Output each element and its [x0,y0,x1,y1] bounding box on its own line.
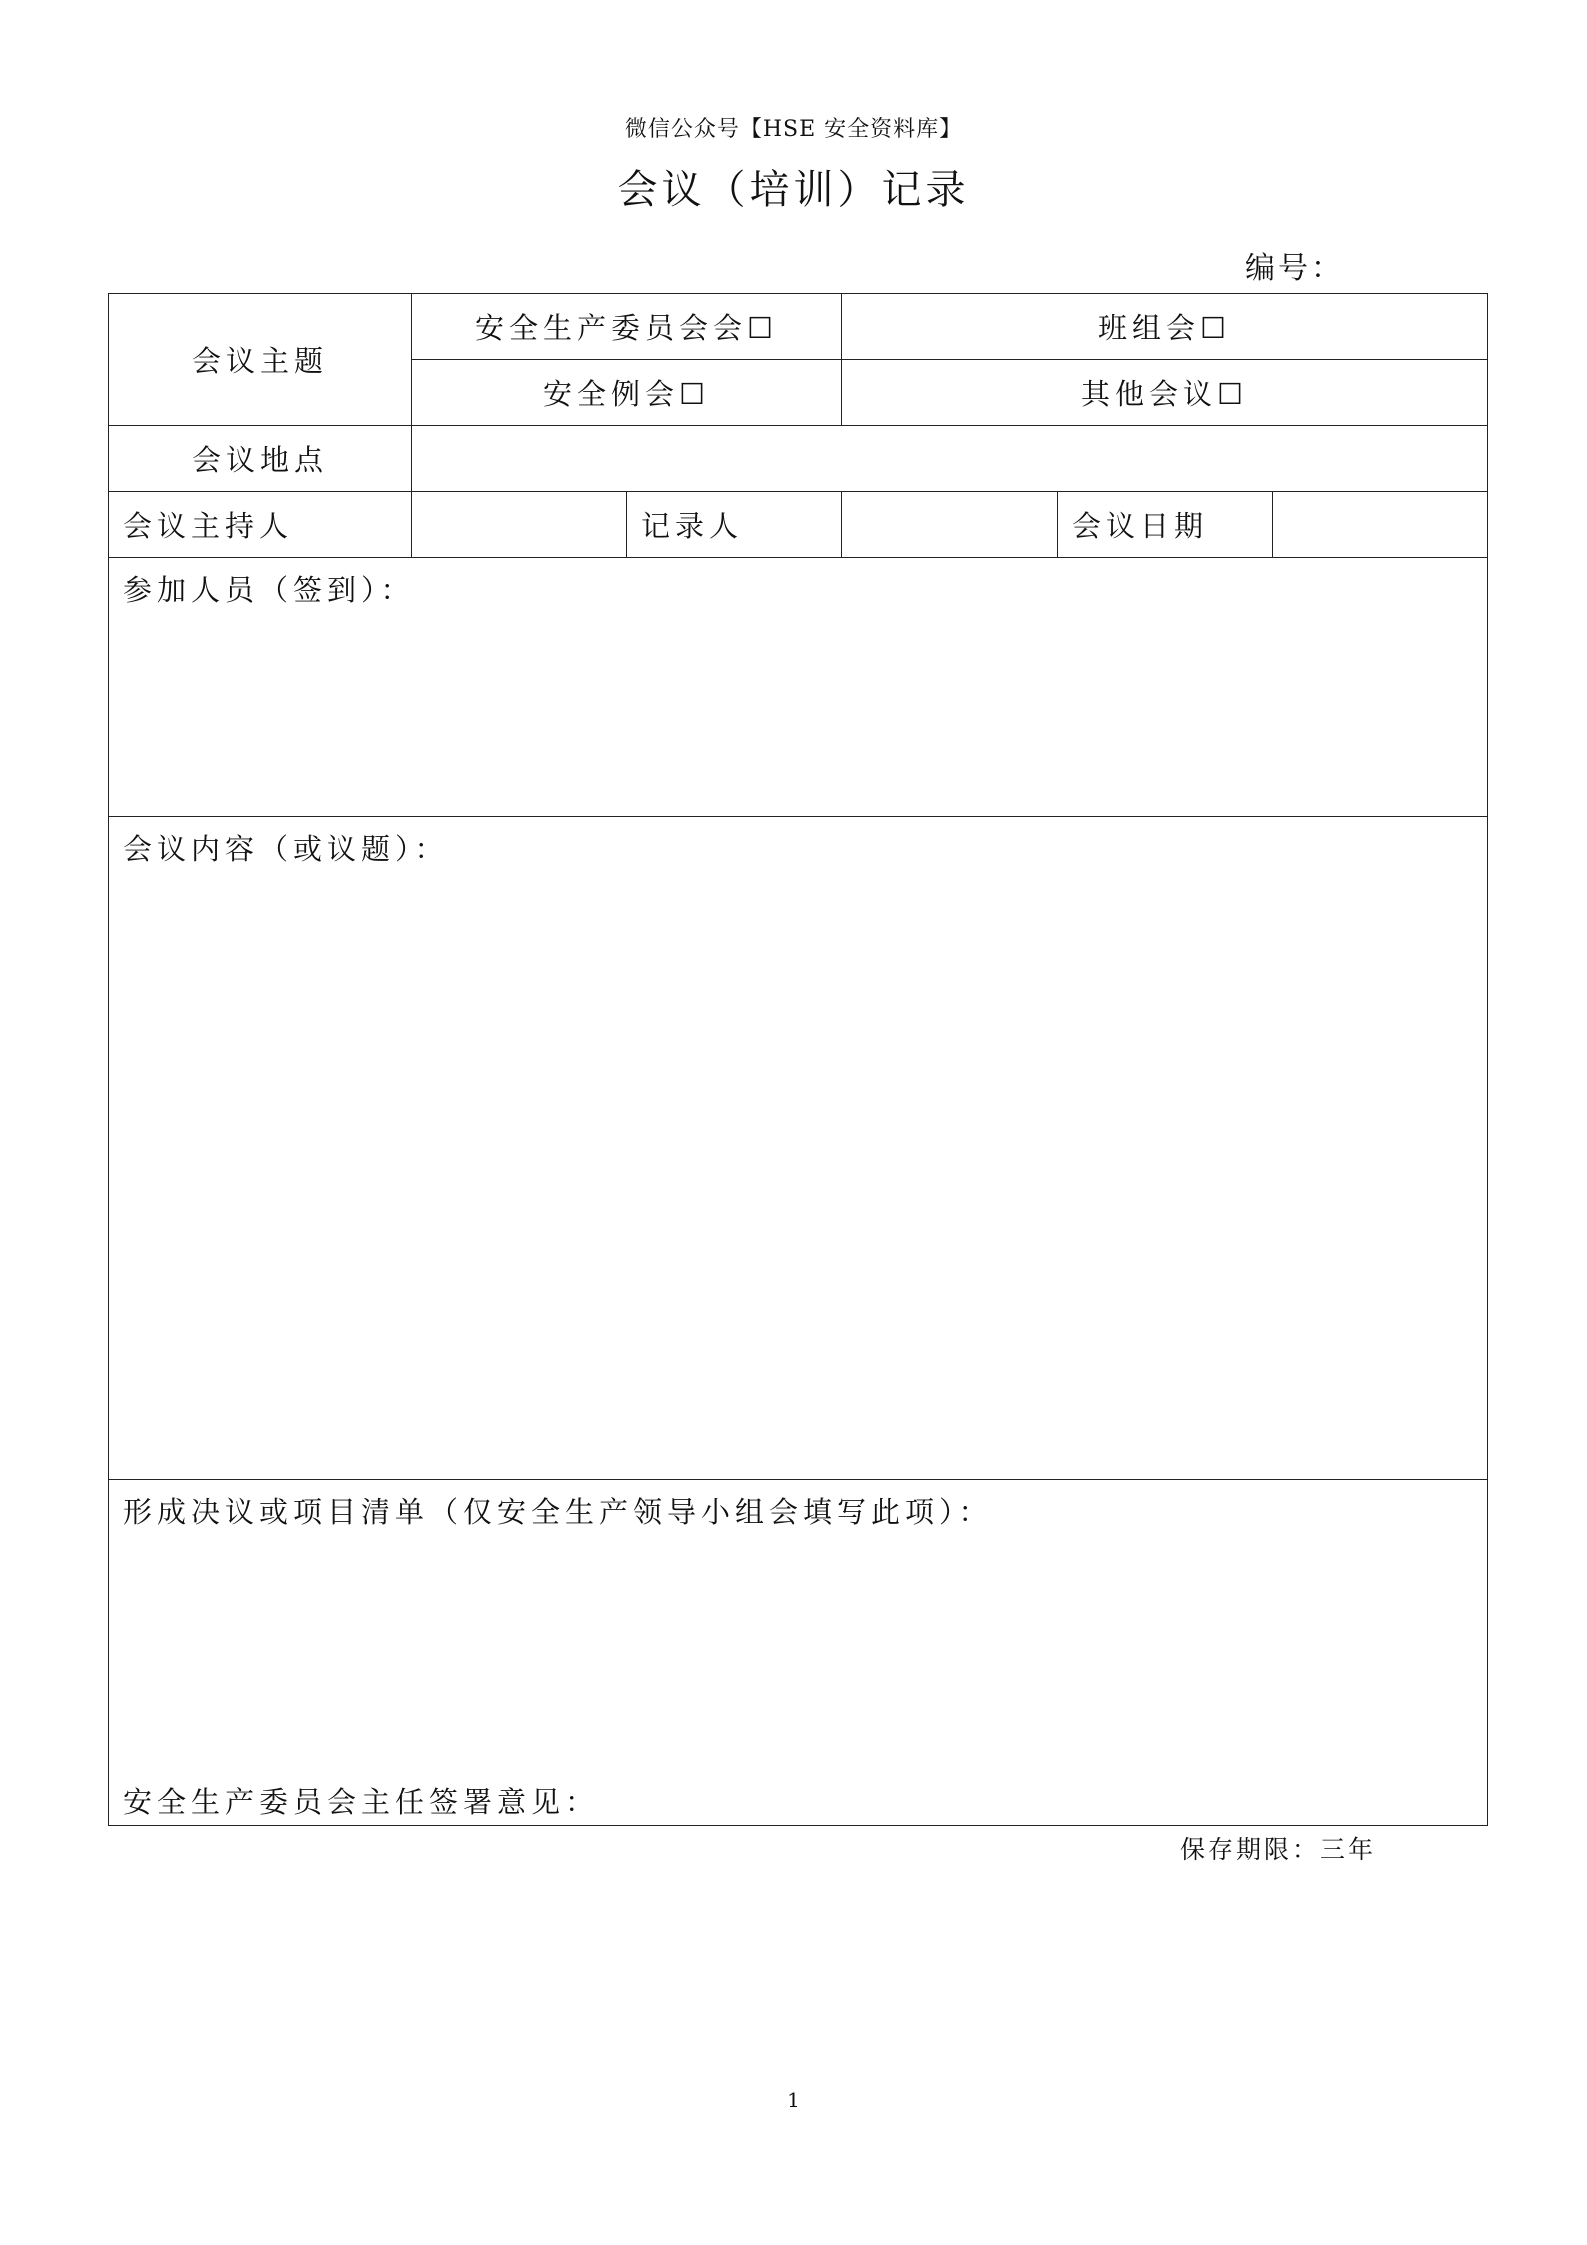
attendees-label: 参加人员（签到）： [123,573,415,607]
meeting-record-table [108,293,1488,1826]
director-opinion-label: 安全生产委员会主任签署意见： [123,1785,600,1819]
recorder-label: 记录人 [627,492,842,558]
meeting-date-field[interactable] [1273,492,1488,558]
meeting-content-label: 会议内容（或议题）： [123,832,449,866]
subject-option-other[interactable]: 其他会议☐ [842,360,1488,426]
source-line: 微信公众号【HSE 安全资料库】 [624,117,963,142]
serial-number-label: 编号： [1245,251,1344,286]
meeting-host-field[interactable] [412,492,627,558]
subject-option-safety-committee[interactable]: 安全生产委员会会☐ [412,294,842,360]
subject-option-safety-routine[interactable]: 安全例会☐ [412,360,842,426]
resolutions-area[interactable] [109,1480,1488,1826]
meeting-date-label: 会议日期 [1058,492,1273,558]
meeting-host-label: 会议主持人 [109,492,412,558]
page-number: 1 [787,2088,800,2112]
meeting-subject-label: 会议主题 [109,294,412,426]
meeting-location-label: 会议地点 [109,426,412,492]
meeting-location-field[interactable] [412,426,1488,492]
retention-period: 保存期限：三年 [1180,1835,1377,1864]
meeting-content-area[interactable] [109,817,1488,1480]
page-title: 会议（培训）记录 [617,167,970,213]
attendees-signin-area[interactable] [109,558,1488,817]
resolutions-label: 形成决议或项目清单（仅安全生产领导小组会填写此项）： [123,1495,993,1529]
subject-option-team-meeting[interactable]: 班组会☐ [842,294,1488,360]
recorder-field[interactable] [842,492,1058,558]
